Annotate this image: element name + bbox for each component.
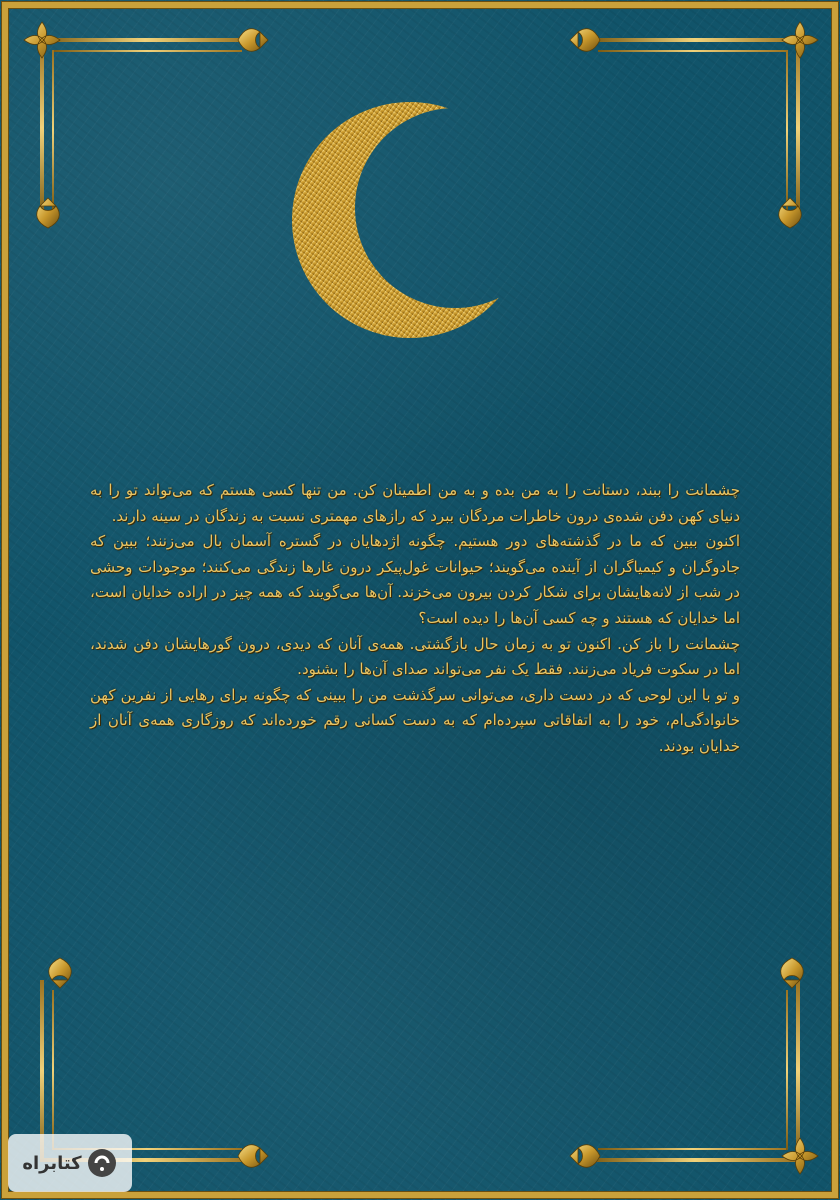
corner-frame-line-right-top-inner <box>786 50 788 210</box>
ketabrah-logo-icon <box>86 1147 118 1179</box>
crescent-moon-icon <box>280 100 560 340</box>
paragraph: چشمانت را باز کن. اکنون تو به زمان حال بازگشتی. همه‌ی آنان که دیدی، درون گورهایشان دفن شدند، اما در سکوت فریاد می‌زنند. فقط یک نفر می‌تواند صدای آن‌ها را بشنود. <box>90 634 740 679</box>
fleur-de-lis-icon <box>568 20 608 60</box>
corner-frame-line-bottom-right <box>590 1158 800 1162</box>
fleur-de-lis-icon <box>780 1136 820 1176</box>
corner-frame-line-top-left-inner <box>52 50 242 52</box>
corner-frame-line-right-bottom <box>796 980 800 1162</box>
ketabrah-watermark <box>8 1134 132 1192</box>
fleur-de-lis-icon <box>40 950 80 990</box>
paragraph: چشمانت را ببند، دستانت را به من بده و به من اطمینان کن. من تنها کسی هستم که می‌تواند تو را به دنیای کهن دفن شده‌ی درون خاطرات مردگان ببرد که رازهای مهمتری نسبت به زندگان در سینه دارند. <box>90 481 740 525</box>
watermark-label: کتابراه <box>22 1152 82 1174</box>
fleur-de-lis-icon <box>780 20 820 60</box>
story-text <box>90 478 740 760</box>
corner-frame-line-left-bottom-inner <box>52 990 54 1150</box>
paragraph: اکنون ببین که ما در گذشته‌های دور هستیم. چگونه اژدهایان در گستره آسمان بال می‌زنند؛ ببین که جادوگران و کیمیاگران از آینده می‌گویند؛ حیوانات غول‌پیکر درون غارها زندگی می‌کنند؛ موجودات وحشی در شب از لانه‌هایشان برای شکار کردن بیرون می‌خزند. آن‌ها می‌گویند که همه چیز در اراده خدایان است، اما خدایان که هستند و چه کسی آن‌ها را دیده است؟ <box>90 532 740 627</box>
corner-frame-line-top-right <box>590 38 800 42</box>
corner-frame-line-top-right-inner <box>598 50 788 52</box>
corner-frame-line-left-top-inner <box>52 50 54 210</box>
corner-frame-line-left-top <box>40 38 44 218</box>
paragraph: و تو با این لوحی که در دست داری، می‌توانی سرگذشت من را ببینی که چگونه برای رهایی از نفرین کهن خانوادگی‌ام، خود را به اتفاقاتی سپرده‌ام که به دست کسانی رقم خورده‌اند که روزگاری همه‌ی آنان از خدایان بودند. <box>90 685 740 755</box>
fleur-de-lis-icon <box>770 196 810 236</box>
corner-frame-line-top-left <box>40 38 250 42</box>
fleur-de-lis-icon <box>568 1136 608 1176</box>
corner-frame-line-right-bottom-inner <box>786 990 788 1150</box>
fleur-de-lis-icon <box>772 950 812 990</box>
fleur-de-lis-icon <box>230 20 270 60</box>
corner-frame-line-right-top <box>796 38 800 218</box>
fleur-de-lis-icon <box>230 1136 270 1176</box>
fleur-de-lis-icon <box>28 196 68 236</box>
fleur-de-lis-icon <box>22 20 62 60</box>
corner-frame-line-bottom-right-inner <box>598 1148 788 1150</box>
